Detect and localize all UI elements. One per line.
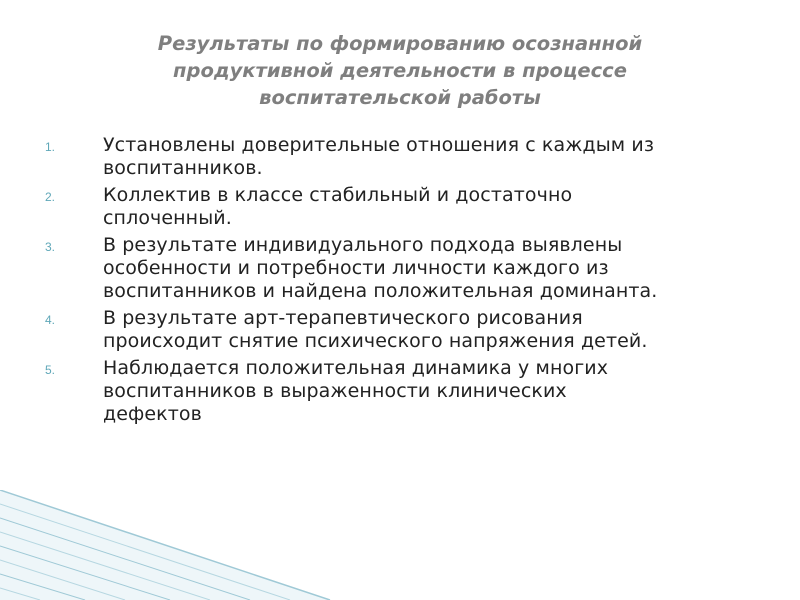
title-line-2: продуктивной деятельности в процессе: [173, 59, 627, 82]
list-text-line: особенности и потребности личности каждого из: [103, 257, 609, 279]
list-item: [45, 357, 765, 426]
list-text: [103, 357, 608, 426]
list-text-line: Наблюдается положительная динамика у многих: [103, 357, 609, 379]
list-text-line: происходит снятие психического напряжения детей.: [103, 330, 648, 352]
title-line-3: воспитательской работы: [259, 86, 541, 109]
slide-title: [100, 30, 700, 111]
list-number: 2.: [45, 190, 56, 204]
list-text-line: воспитанников в выраженности клинических: [103, 380, 567, 402]
list-text: [103, 134, 654, 180]
list-text: [103, 184, 572, 230]
list-number: 4.: [45, 313, 56, 327]
list-text-line: В результате арт-терапевтического рисования: [103, 307, 583, 329]
list-item: [45, 234, 765, 303]
list-number: 3.: [45, 240, 56, 254]
list-text-line: Коллектив в классе стабильный и достаточно: [103, 184, 573, 206]
list-item: [45, 184, 765, 230]
list-text-line: воспитанников.: [103, 157, 263, 179]
list-text: [103, 307, 648, 353]
list-text-line: Установлены доверительные отношения с каждым из: [103, 134, 655, 156]
list-item: [45, 134, 765, 180]
list-text-line: дефектов: [103, 403, 202, 425]
list-text-line: воспитанников и найдена положительная доминанта.: [103, 280, 658, 302]
list-number: 5.: [45, 363, 56, 377]
results-list: [45, 134, 765, 430]
list-item: [45, 307, 765, 353]
corner-stripes-decoration: [0, 490, 800, 600]
list-text-line: В результате индивидуального подхода выявлены: [103, 234, 623, 256]
title-line-1: Результаты по формированию осознанной: [157, 32, 643, 55]
list-number: 1.: [45, 140, 56, 154]
list-text-line: сплоченный.: [103, 207, 232, 229]
list-text: [103, 234, 657, 303]
